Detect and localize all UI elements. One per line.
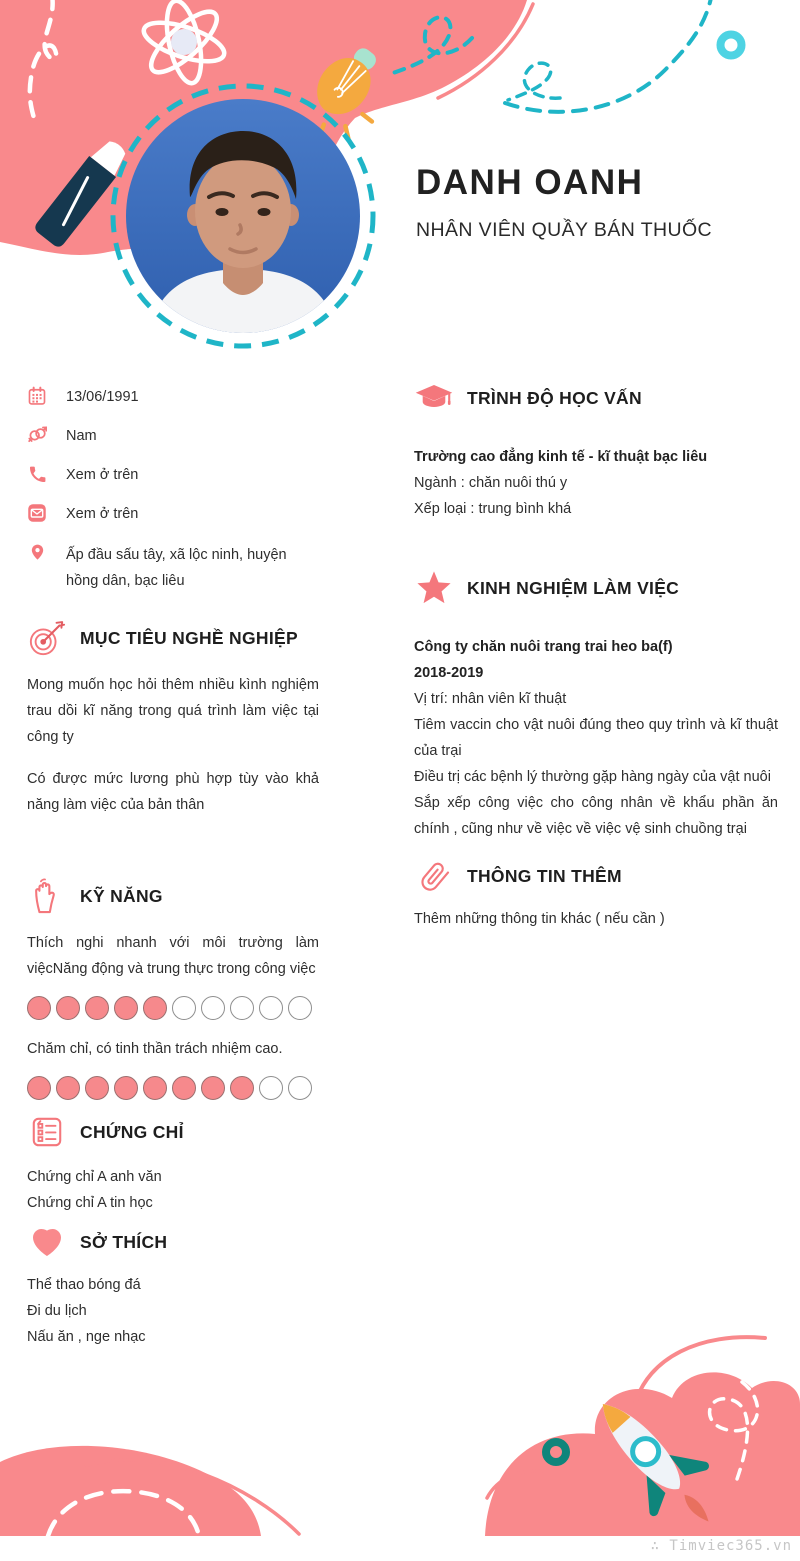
objective-paragraph: Mong muốn học hỏi thêm nhiều kình nghiệm trau dồi kĩ năng trong quá trình làm việc tại công ty bbox=[27, 677, 319, 745]
skill-rating bbox=[27, 996, 319, 1020]
education-header bbox=[414, 380, 778, 416]
hobbies-header bbox=[27, 1224, 319, 1260]
skill-dot bbox=[259, 996, 283, 1020]
skill-dot bbox=[56, 1076, 80, 1100]
info-row-email bbox=[27, 502, 319, 525]
experience-header bbox=[414, 570, 778, 606]
section-additional-info bbox=[414, 858, 778, 932]
section-objective bbox=[27, 620, 319, 818]
experience-detail: Vị trí: nhân viên kĩ thuật bbox=[414, 691, 567, 707]
section-experience bbox=[414, 570, 778, 842]
skill-dot bbox=[230, 1076, 254, 1100]
phone-value: Xem ở trên bbox=[66, 467, 139, 483]
hand-icon bbox=[27, 877, 67, 915]
education-school: Trường cao đẳng kinh tế - kĩ thuật bạc liêu bbox=[414, 449, 708, 465]
education-heading: TRÌNH ĐỘ HỌC VẤN bbox=[467, 387, 642, 408]
certificate-item: Chứng chỉ A tin học bbox=[27, 1195, 153, 1211]
info-row-gender bbox=[27, 424, 319, 447]
skill-dot bbox=[288, 996, 312, 1020]
skill-dot bbox=[288, 1076, 312, 1100]
experience-period: 2018-2019 bbox=[414, 665, 484, 681]
left-column bbox=[27, 385, 319, 1350]
gender-value: Nam bbox=[66, 428, 97, 444]
watermark: ∴ Timviec365.vn bbox=[650, 1538, 792, 1554]
skill-dot bbox=[172, 1076, 196, 1100]
education-grade: Xếp loại : trung bình khá bbox=[414, 501, 572, 517]
skill-dot bbox=[143, 1076, 167, 1100]
experience-detail: Điều trị các bệnh lý thường gặp hàng ngày của vật nuôi bbox=[414, 769, 771, 785]
skill-dot bbox=[230, 996, 254, 1020]
certificate-item: Chứng chỉ A anh văn bbox=[27, 1169, 162, 1185]
heart-icon bbox=[27, 1225, 67, 1259]
email-icon bbox=[27, 502, 47, 524]
teal-squiggle-small bbox=[508, 63, 560, 100]
birthday-value: 13/06/1991 bbox=[66, 389, 139, 405]
checklist-icon bbox=[27, 1115, 67, 1149]
section-certificates bbox=[27, 1114, 319, 1216]
skill-label: Chăm chỉ, có tinh thần trách nhiệm cao. bbox=[27, 1041, 283, 1057]
phone-icon bbox=[27, 463, 47, 485]
skill-dot bbox=[143, 996, 167, 1020]
personal-info-list bbox=[27, 385, 319, 594]
graduation-cap-icon bbox=[414, 381, 454, 415]
education-major: Ngành : chăn nuôi thú y bbox=[414, 475, 568, 491]
footer-decoration bbox=[0, 1330, 800, 1536]
skill-dot bbox=[201, 996, 225, 1020]
certificates-heading: CHỨNG CHỈ bbox=[80, 1121, 184, 1142]
skill-dot bbox=[201, 1076, 225, 1100]
hobby-item: Đi du lịch bbox=[27, 1303, 87, 1319]
target-icon bbox=[27, 619, 67, 657]
skill-dot bbox=[172, 996, 196, 1020]
address-value: Ấp đầu sấu tây, xã lộc ninh, huyện hồng dân, bạc liêu bbox=[66, 547, 287, 589]
paperclip-icon bbox=[414, 857, 454, 895]
certificates-header bbox=[27, 1114, 319, 1150]
gender-icon bbox=[27, 424, 47, 446]
candidate-job-title: NHÂN VIÊN QUẦY BÁN THUỐC bbox=[416, 219, 713, 241]
right-column bbox=[414, 380, 778, 932]
additional-info-header bbox=[414, 858, 778, 894]
profile-photo bbox=[126, 99, 360, 333]
candidate-name: DANH OANH bbox=[416, 163, 644, 202]
skill-dot bbox=[27, 1076, 51, 1100]
hobby-item: Nấu ăn , nge nhạc bbox=[27, 1329, 146, 1345]
skills-heading: KỸ NĂNG bbox=[80, 885, 163, 906]
objective-heading: MỤC TIÊU NGHỀ NGHIỆP bbox=[80, 627, 298, 648]
skill-dot bbox=[27, 996, 51, 1020]
skill-dot bbox=[85, 996, 109, 1020]
skills-header bbox=[27, 878, 319, 914]
email-value: Xem ở trên bbox=[66, 506, 139, 522]
skill-label: Thích nghi nhanh với môi trường làm việcNăng động và trung thực trong công việc bbox=[27, 935, 319, 977]
skill-dot bbox=[85, 1076, 109, 1100]
experience-detail: Sắp xếp công việc cho công nhân về khẩu phần ăn chính , cũng như về việc về việc vệ sinh chuồng trại bbox=[414, 795, 778, 837]
skill-dot bbox=[114, 1076, 138, 1100]
calendar-icon bbox=[27, 385, 47, 407]
objective-header bbox=[27, 620, 319, 656]
location-icon bbox=[27, 541, 47, 563]
info-row-birthday bbox=[27, 385, 319, 408]
experience-detail: Tiêm vaccin cho vật nuôi đúng theo quy trình và kĩ thuật của trại bbox=[414, 717, 778, 759]
experience-company: Công ty chăn nuôi trang trai heo ba(f) bbox=[414, 639, 673, 655]
skill-dot bbox=[259, 1076, 283, 1100]
info-row-phone bbox=[27, 463, 319, 486]
section-skills bbox=[27, 878, 319, 1100]
section-education bbox=[414, 380, 778, 522]
experience-heading: KINH NGHIỆM LÀM VIỆC bbox=[467, 577, 680, 598]
info-row-address bbox=[27, 541, 319, 594]
star-icon bbox=[414, 570, 454, 606]
skill-dot bbox=[114, 996, 138, 1020]
hobby-item: Thể thao bóng đá bbox=[27, 1277, 141, 1293]
teal-donut bbox=[721, 35, 742, 56]
additional-info-heading: THÔNG TIN THÊM bbox=[467, 865, 622, 886]
skill-rating bbox=[27, 1076, 319, 1100]
hobbies-heading: SỞ THÍCH bbox=[80, 1231, 168, 1252]
objective-paragraph: Có được mức lương phù hợp tùy vào khả năng làm việc của bản thân bbox=[27, 771, 319, 813]
skill-dot bbox=[56, 996, 80, 1020]
name-block bbox=[416, 163, 786, 242]
additional-info-body: Thêm những thông tin khác ( nếu cần ) bbox=[414, 911, 665, 927]
